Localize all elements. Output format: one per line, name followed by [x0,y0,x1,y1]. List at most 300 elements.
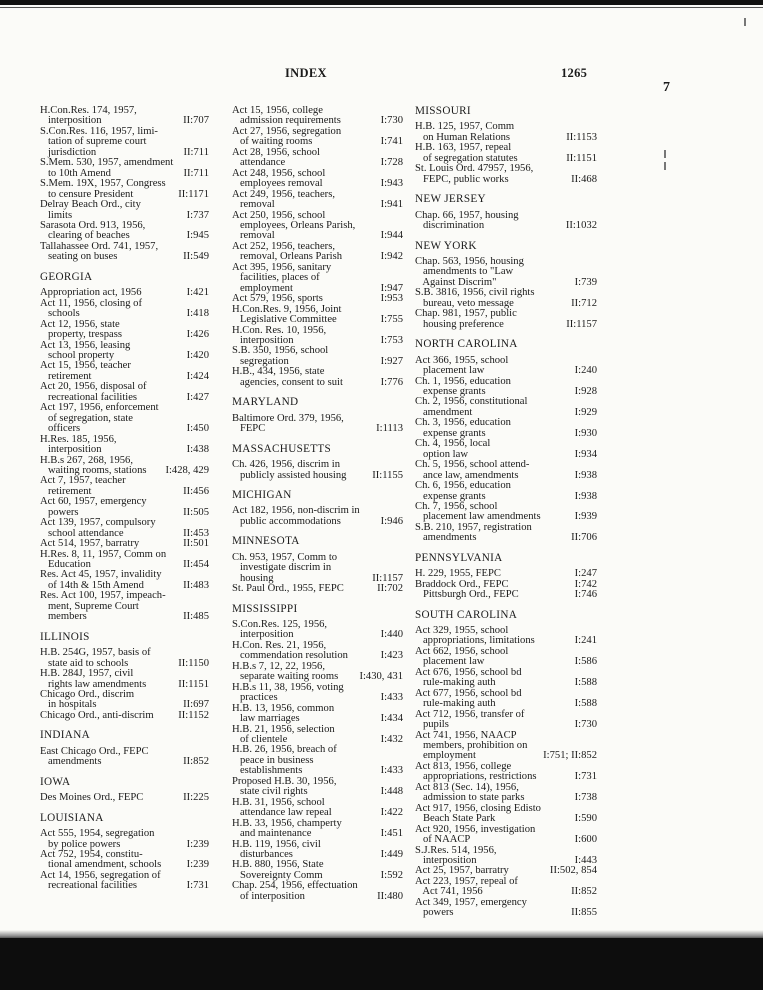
entry-text: H.B. 21, 1956, selection of clientele [232,723,335,746]
index-entry [40,518,209,539]
index-entry [40,221,209,242]
index-entry [415,731,597,762]
entry-text: Act 14, 1956, segregation of recreational facilities [40,869,161,892]
entry-text: Act 197, 1956, enforcement of segregation, state officers [40,402,159,435]
index-entry [40,382,209,403]
state-heading: MISSISSIPPI [232,602,298,615]
index-entry [415,460,597,481]
entry-page-ref: I:438 [186,444,209,456]
index-entry [40,570,209,591]
entry-text: Chicago Ord., discrim in hospitals [40,689,135,711]
entry-page-ref: I:600 [574,834,597,846]
entry-page-ref: I:942 [380,251,403,263]
entry-page-ref: I:239 [186,838,209,850]
entry-text: Ch. 953, 1957, Comm to investigate discrim in housing [232,551,338,584]
index-entry [232,641,403,662]
entry-text: Act 15, 1956, teacher retirement [40,360,131,382]
entry-page-ref: I:239 [186,859,209,871]
entry-page-ref: II:855 [571,907,597,919]
entry-page-ref: II:485 [183,611,209,623]
index-entry [415,502,597,523]
entry-page-ref: I:440 [380,629,403,641]
index-entry [232,840,403,861]
index-entry [40,690,209,711]
index-entry [415,439,597,460]
index-entry [40,829,209,850]
entry-page-ref: I:449 [380,849,403,860]
entry-text: Act 223, 1957, repeal of Act 741, 1956 [415,875,518,898]
index-entry [415,668,597,689]
entry-text: Act 329, 1955, school appropriations, limitations [415,625,535,647]
entry-page-ref: I:938 [574,490,597,502]
index-entry [40,747,209,768]
index-entry [232,553,403,584]
index-entry [40,179,209,200]
index-entry [415,626,597,647]
state-heading: NORTH CAROLINA [415,338,518,351]
index-entry [415,804,597,825]
entry-page-ref: I:448 [380,786,403,798]
entry-text: S.B. 350, 1956, school segregation [232,345,329,367]
index-entry [40,320,209,341]
index-entry [232,242,403,263]
index-entry [40,200,209,221]
state-heading: MINNESOTA [232,535,300,548]
entry-page-ref: II:1171 [178,188,209,200]
entry-page-ref: I:421 [186,287,209,299]
state-heading: IOWA [40,775,71,788]
entry-page-ref: I:1113 [376,423,403,435]
state-heading: SOUTH CAROLINA [415,608,518,621]
entry-text: Pittsburgh Ord., FEPC [415,589,519,601]
entry-text: Ch. 1, 1956, education expense grants [415,375,511,397]
index-entry [415,143,597,164]
index-entry [415,211,597,232]
entry-text: Act 579, 1956, sports [232,293,323,305]
state-heading: INDIANA [40,729,90,742]
entry-text: Ch. 3, 1956, education expense grants [415,417,511,439]
entry-page-ref: II:1151 [178,678,209,690]
entry-text: Ch. 2, 1956, constitutional amendment [415,396,528,418]
entry-page-ref: II:1153 [566,131,597,143]
top-scan-edge [0,0,763,5]
entry-page-ref: I:443 [574,855,597,866]
margin-tick [664,162,666,170]
entry-page-ref: II:483 [183,579,209,591]
entry-page-ref: I:755 [380,314,403,326]
entry-page-ref: I:241 [574,635,597,647]
index-entry [40,550,209,571]
entry-page-ref: I:945 [186,230,209,242]
entry-text: S.Con.Res. 125, 1956, interposition [232,619,328,641]
index-entry [40,106,209,127]
index-entry [232,881,403,902]
entry-page-ref: I:731 [186,880,209,892]
entry-text: Act 752, 1954, constitu- tional amendment, schools [40,849,162,871]
entry-page-ref: I:941 [380,199,403,211]
index-entry [415,397,597,418]
entry-text: Act 920, 1956, investigation of NAACP [415,823,536,846]
index-entry [40,711,209,721]
entry-text: St. Paul Ord., 1955, FEPC [232,583,344,595]
index-entry [415,377,597,398]
index-entry [415,309,597,330]
entry-text: Ch. 5, 1956, school attend- ance law, amendments [415,459,530,481]
entry-text: East Chicago Ord., FEPC amendments [40,745,149,768]
entry-text: Act 11, 1956, closing of schools [40,297,143,320]
entry-text: Act 182, 1956, non-discrim in public accommodations [232,505,360,527]
entry-page-ref: I:746 [574,589,597,601]
entry-page-ref: II:502, 854 [549,865,597,877]
index-entry [40,435,209,456]
entry-text: H.B. 125, 1957, Comm on Human Relations [415,121,515,143]
entry-page-ref: II:707 [183,115,209,127]
entry-page-ref: I:730 [380,115,403,127]
entry-text: Proposed H.B. 30, 1956, state civil rights [232,775,337,798]
entry-text: H.B. 284J, 1957, civil rights law amendments [40,668,147,690]
entry-text: Ch. 6, 1956, education expense grants [415,480,511,502]
entry-text: Act 7, 1957, teacher retirement [40,475,126,497]
entry-text: H.B. 26, 1956, breach of peace in business establishments [232,744,337,777]
entry-page-ref: I:430, 431 [359,671,403,683]
page-number: 1265 [561,66,588,80]
entry-page-ref: I:939 [574,511,597,523]
entry-page-ref: II:712 [571,297,597,309]
state-heading: MARYLAND [232,396,299,409]
entry-text: H.B.s 7, 12, 22, 1956, separate waiting rooms [232,660,339,683]
state-heading: ILLINOIS [40,630,90,643]
entry-text: Act 27, 1956, segregation of waiting rooms [232,125,342,148]
index-entry [232,326,403,347]
entry-text: H.Con. Res. 10, 1956, interposition [232,324,327,346]
entry-text: Act 13, 1956, leasing school property [40,339,131,361]
index-entry [232,169,403,190]
entry-text: H. 229, 1955, FEPC [415,568,501,580]
entry-text: S.Mem. 530, 1957, amendment to 10th Amend [40,157,174,179]
index-entry [40,871,209,892]
index-entry [232,127,403,148]
state-heading: MASSACHUSETTS [232,442,332,455]
index-entry [232,367,403,388]
index-entry [415,288,597,309]
entry-page-ref: I:751; II:852 [543,750,597,762]
entry-page-ref: II:1157 [372,572,403,584]
entry-text: S.Con.Res. 116, 1957, limi- tation of supreme court jurisdiction [40,125,158,158]
entry-text: Act 20, 1956, disposal of recreational facilities [40,381,147,403]
entry-text: Chap. 254, 1956, effectuation of interposition [232,880,358,902]
top-scan-line [0,7,763,8]
entry-page-ref: I:451 [380,828,403,840]
entry-text: Act 917, 1956, closing Edisto Beach State Park [415,802,541,825]
index-entry [415,877,597,898]
entry-page-ref: I:422 [380,807,403,819]
entry-page-ref: I:753 [380,334,403,346]
entry-page-ref: I:427 [186,391,209,403]
index-entry [415,356,597,377]
entry-page-ref: I:731 [574,771,597,783]
entry-text: Act 677, 1956, school bd rule-making auth [415,687,522,710]
entry-text: Act 514, 1957, barratry [40,538,140,550]
index-entry [415,257,597,288]
index-entry [415,122,597,143]
entry-page-ref: I:426 [186,329,209,341]
entry-page-ref: II:1157 [566,318,597,330]
index-entry [40,591,209,622]
index-entry [232,683,403,704]
entry-text: Tallahassee Ord. 741, 1957, seating on buses [40,240,159,263]
entry-page-ref: I:742 [574,578,597,590]
index-entry [415,762,597,783]
margin-mark: 7 [663,80,670,95]
entry-page-ref: I:433 [380,765,403,777]
entry-text: S.J.Res. 514, 1956, interposition [415,844,497,866]
entry-text: Ch. 7, 1956, school placement law amendments [415,500,541,523]
entry-text: H.B., 434, 1956, state agencies, consent to suit [232,366,343,388]
index-entry [415,418,597,439]
index-entry [415,783,597,804]
entry-text: H.B. 33, 1956, champerty and maintenance [232,817,342,840]
index-entry [415,647,597,668]
entry-text: H.Con.Res. 9, 1956, Joint Legislative Committee [232,303,342,326]
entry-text: Chap. 981, 1957, public housing preference [415,308,517,330]
entry-text: Act 60, 1957, emergency powers [40,496,147,518]
entry-page-ref: I:934 [574,448,597,460]
state-heading: LOUISIANA [40,811,104,824]
index-entry [40,361,209,382]
entry-page-ref: II:505 [183,506,209,518]
entry-text: Ch. 426, 1956, discrim in publicly assisted housing [232,459,347,481]
entry-text: Res. Act 100, 1957, impeach- ment, Supreme Court members [40,590,166,623]
index-entry [40,403,209,434]
index-entry [232,190,403,211]
entry-page-ref: I:737 [186,209,209,221]
entry-text: Act 28, 1956, school attendance [232,146,320,169]
entry-text: Act 395, 1956, sanitary facilities, places of employment [232,261,332,294]
entry-page-ref: I:739 [574,276,597,288]
index-entry [232,584,403,594]
index-entry [40,127,209,158]
index-entry [232,305,403,326]
bottom-scan-edge [0,938,763,990]
entry-text: Braddock Ord., FEPC [415,578,509,590]
entry-text: Act 25, 1957, barratry [415,865,509,877]
index-entry [415,825,597,846]
entry-text: S.B. 3816, 1956, civil rights bureau, veto message [415,287,535,309]
entry-text: Sarasota Ord. 913, 1956, clearing of beaches [40,219,146,242]
entry-text: Ch. 4, 1956, local option law [415,438,491,460]
entry-text: Act 249, 1956, teachers, removal [232,188,335,211]
entry-page-ref: II:1151 [566,152,597,164]
index-entry [415,846,597,867]
entry-page-ref: I:730 [574,719,597,731]
entry-text: Act 248, 1956, school employees removal [232,167,326,190]
entry-text: H.B. 880, 1956, State Sovereignty Comm [232,859,324,881]
margin-tick [744,18,746,26]
index-column-middle [232,106,403,902]
index-entry [232,725,403,746]
entry-page-ref: II:1032 [565,220,597,232]
entry-page-ref: I:938 [574,469,597,481]
entry-page-ref: II:702 [377,583,403,595]
entry-text: Res. Act 45, 1957, invalidity of 14th & 15th Amend [40,569,162,591]
entry-page-ref: I:433 [380,692,403,704]
entry-text: Act 349, 1957, emergency powers [415,896,527,919]
entry-page-ref: II:225 [183,792,209,804]
index-entry [232,620,403,641]
state-heading: NEW YORK [415,239,477,252]
index-entry [415,590,597,600]
index-entry [40,476,209,497]
state-heading: MISSOURI [415,105,471,117]
index-entry [232,106,403,127]
entry-page-ref: II:453 [183,527,209,539]
state-heading: NEW JERSEY [415,193,486,206]
entry-text: Act 555, 1954, segregation by police powers [40,828,155,850]
index-entry [232,819,403,840]
entry-text: Act 741, 1956, NAACP members, prohibition on employment [415,729,528,762]
index-entry [415,898,597,919]
index-entry [232,414,403,435]
entry-text: Act 252, 1956, teachers, removal, Orleans Parish [232,240,343,263]
entry-page-ref: I:240 [574,365,597,377]
entry-page-ref: I:588 [574,698,597,710]
index-entry [40,158,209,179]
index-entry [232,777,403,798]
entry-text: Act 813, 1956, college appropriations, restrictions [415,760,537,783]
entry-text: H.Con. Res. 21, 1956, commendation resolution [232,639,348,662]
entry-page-ref: I:953 [380,293,403,305]
entry-page-ref: I:946 [380,515,403,527]
entry-page-ref: II:456 [183,485,209,497]
index-entry [232,346,403,367]
entry-page-ref: I:434 [380,713,403,725]
entry-page-ref: II:852 [183,756,209,768]
entry-text: H.B. 163, 1957, repeal of segregation statutes [415,142,518,164]
entry-page-ref: I:424 [186,370,209,382]
state-heading: PENNSYLVANIA [415,551,503,564]
index-entry [415,481,597,502]
entry-text: Act 676, 1956, school bd rule-making auth [415,666,522,689]
entry-page-ref: I:428, 429 [165,464,209,476]
entry-page-ref: I:929 [574,406,597,418]
index-entry [232,460,403,481]
entry-page-ref: II:1155 [372,469,403,481]
index-entry [415,710,597,731]
entry-text: Chicago Ord., anti-discrim [40,709,154,721]
entry-page-ref: II:501 [183,538,209,550]
entry-text: H.B. 119, 1956, civil disturbances [232,838,321,860]
index-entry [40,539,209,549]
entry-page-ref: II:697 [183,699,209,711]
index-entry [415,523,597,544]
entry-text: Act 139, 1957, compulsory school attendance [40,517,156,539]
entry-text: Act 813 (Sec. 14), 1956, admission to state parks [415,781,525,804]
entry-page-ref: I:728 [380,157,403,169]
entry-text: S.B. 210, 1957, registration amendments [415,521,532,544]
index-column-right [415,106,597,919]
entry-text: H.Res. 8, 11, 1957, Comm on Education [40,548,167,571]
index-entry [40,850,209,871]
index-entry [40,456,209,477]
index-entry [40,497,209,518]
index-entry [232,798,403,819]
entry-text: H.B. 254G, 1957, basis of state aid to schools [40,647,151,669]
index-entry [232,506,403,527]
entry-text: Act 250, 1956, school employees, Orleans Parish, removal [232,209,356,242]
page-title: INDEX [285,66,327,80]
entry-text: St. Louis Ord. 47957, 1956, FEPC, public works [415,163,534,185]
entry-page-ref: II:1150 [178,657,209,669]
entry-page-ref: I:927 [380,355,403,367]
entry-text: Act 662, 1956, school placement law [415,645,509,668]
entry-page-ref: I:741 [380,136,403,148]
entry-text: Act 366, 1955, school placement law [415,354,509,377]
entry-page-ref: I:930 [574,427,597,439]
entry-page-ref: I:423 [380,650,403,662]
entry-page-ref: II:549 [183,251,209,263]
entry-page-ref: I:586 [574,656,597,668]
entry-page-ref: I:944 [380,230,403,242]
index-entry [232,704,403,725]
index-entry [232,148,403,169]
index-entry [232,662,403,683]
entry-page-ref: I:450 [186,423,209,435]
index-entry [232,860,403,881]
entry-text: Appropriation act, 1956 [40,287,142,299]
entry-text: H.B.s 267, 268, 1956, waiting rooms, stations [40,454,147,476]
entry-text: H.B. 31, 1956, school attendance law repeal [232,796,332,819]
index-entry [40,242,209,263]
entry-text: Chap. 66, 1957, housing discrimination [415,209,519,232]
entry-page-ref: I:738 [574,792,597,804]
index-entry [415,689,597,710]
index-entry [40,793,209,803]
entry-text: H.B.s 11, 38, 1956, voting practices [232,681,344,704]
entry-page-ref: I:947 [380,282,403,294]
state-heading: MICHIGAN [232,488,292,501]
margin-tick [664,150,666,158]
entry-text: H.B. 13, 1956, common law marriages [232,702,335,725]
entry-page-ref: I:432 [380,734,403,746]
index-entry [40,341,209,362]
entry-page-ref: II:852 [571,886,597,898]
entry-page-ref: II:1152 [178,709,209,721]
entry-page-ref: I:247 [574,568,597,580]
index-entry [232,263,403,294]
entry-text: H.Con.Res. 174, 1957, interposition [40,105,137,127]
index-entry [40,648,209,669]
index-entry [40,669,209,690]
entry-page-ref: II:480 [377,890,403,902]
entry-text: H.Res. 185, 1956, interposition [40,433,117,456]
entry-text: S.Mem. 19X, 1957, Congress to censure President [40,178,166,200]
entry-page-ref: II:706 [571,532,597,544]
entry-page-ref: I:420 [186,349,209,361]
entry-page-ref: II:711 [183,146,209,158]
entry-page-ref: I:928 [574,385,597,397]
entry-page-ref: I:588 [574,677,597,689]
state-heading: GEORGIA [40,270,93,283]
entry-text: Delray Beach Ord., city limits [40,199,141,221]
entry-page-ref: I:776 [380,376,403,388]
entry-page-ref: I:592 [380,869,403,881]
entry-text: Act 15, 1956, college admission requirements [232,105,341,127]
index-entry [40,299,209,320]
entry-page-ref: II:468 [571,173,597,185]
entry-text: Act 712, 1956, transfer of pupils [415,708,525,731]
entry-text: Baltimore Ord. 379, 1956, FEPC [232,412,344,435]
entry-text: Chap. 563, 1956, housing amendments to "Law Against Discrim" [415,255,524,288]
